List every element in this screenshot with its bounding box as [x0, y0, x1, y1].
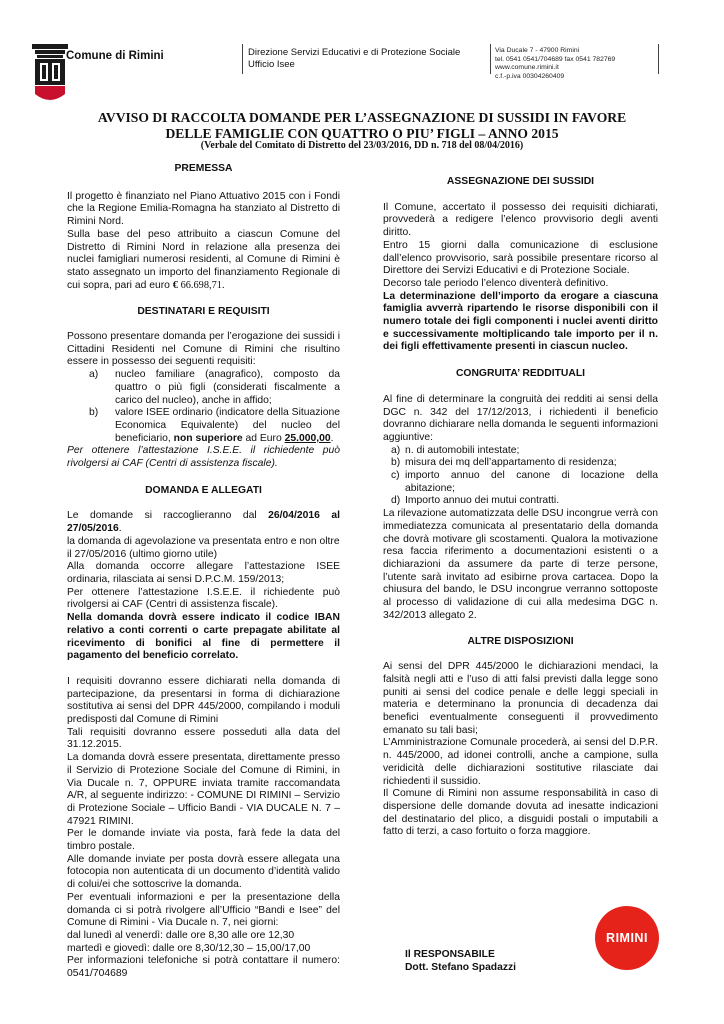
- header-department: [248, 47, 460, 71]
- paragraph: Entro 15 giorni dalla comunicazione di esclusione dall’elenco provvisorio, sarà possibile presentare ricorso al Direttore dei Servizi Educativi e di Protezione Sociale.: [383, 239, 658, 277]
- signature-block: [405, 948, 516, 974]
- page-subtitle: (Verbale del Comitato di Distretto del 23/03/2016, DD n. 718 del 08/04/2016): [200, 140, 524, 151]
- paragraph: Per eventuali informazioni e per la presentazione della domanda ci si potrà rivolgere all’Ufficio “Bandi e Isee” del Comune di Rimini - Via Ducale n. 7, nei giorni:: [67, 891, 340, 929]
- comune-name: Comune di Rimini: [66, 50, 164, 62]
- paragraph: Il Comune di Rimini non assume responsabilità in caso di dispersione delle domande dovuta ad inesatte indicazioni del destinatario del plico, a disguidi postali o imputabili a fatto di terzi, a caso fortuito o forza maggiore.: [383, 788, 658, 838]
- requirements-list: [67, 369, 340, 445]
- paragraph: Per informazioni telefoniche si potrà contattare il numero: 0541/704689: [67, 955, 340, 980]
- header-divider: [490, 44, 491, 74]
- address-vat: c.f.-p.iva 00304260409: [495, 72, 565, 80]
- paragraph: I requisiti dovranno essere dichiarati nella domanda di partecipazione, da presentarsi in forma di dichiarazione sostitutiva ai sensi del DPR 445/2000, compilando i moduli predisposti dal Comune di Rimini: [67, 675, 340, 726]
- paragraph: L’Amministrazione Comunale procederà, ai sensi del D.P.R. n. 445/2000, ad idonei controlli, anche a campione, sulla veridicità delle dichiarazioni sostitutive rilasciate dai richiedenti il sussidio.: [383, 737, 658, 787]
- title-line: DELLE FAMIGLIE CON QUATTRO O PIU’ FIGLI – ANNO 2015: [165, 126, 559, 141]
- paragraph: Possono presentare domanda per l’erogazione dei sussidi i Cittadini Residenti nel Comune di Rimini che risultino essere in possesso dei seguenti requisiti:: [67, 331, 340, 368]
- header-divider: [242, 44, 243, 74]
- paragraph: Per le domande inviate via posta, farà fede la data del timbro postale.: [67, 828, 340, 853]
- right-column: [383, 176, 658, 839]
- section-heading: ALTRE DISPOSIZIONI: [467, 635, 574, 647]
- list-item: a) n. di automobili intestate;: [391, 444, 520, 456]
- paragraph: Tali requisiti dovranno essere posseduti alla data del 31.12.2015.: [67, 726, 340, 751]
- paragraph: Il progetto è finanziato nel Piano Attuativo 2015 con i Fondi che la Regione Emilia-Romagna ha stanziato al Distretto di Rimini Nord.: [67, 190, 340, 228]
- office-name: Ufficio Isee: [248, 59, 295, 70]
- rimini-logo: RIMINI: [595, 906, 659, 970]
- section-heading: DESTINATARI E REQUISITI: [137, 306, 270, 318]
- list-item: b) valore ISEE ordinario (indicatore della Situazione Economica Equivalente) del nucleo del beneficiario, non superiore ad Euro 25.000,00.: [89, 407, 340, 444]
- paragraph: Il Comune, accertato il possesso dei requisiti dichiarati, provvederà a redigere l’elenco provvisorio degli aventi diritto.: [383, 201, 658, 239]
- header-divider: [658, 44, 659, 74]
- address-web: www.comune.rimini.it: [495, 64, 559, 72]
- address-line: Via Ducale 7 - 47900 Rimini: [495, 47, 580, 54]
- address-phone: tel. 0541 0541/704689 fax 0541 782769: [495, 55, 616, 63]
- paragraph: Le domande si raccoglieranno dal 26/04/2016 al 27/05/2016.: [67, 510, 340, 535]
- income-info-list: [383, 445, 658, 509]
- list-item: a) nucleo familiare (anagrafico), composto da quattro o più figli (considerati fiscalmente a carico del nucleo), anche in affido;: [89, 369, 340, 406]
- paragraph: La determinazione dell’importo da erogare a ciascuna famiglia avverrà ripartendo le risorse disponibili con il numero totale dei figli componenti i nuclei aventi diritto e successivamente moltiplicando tale importo per il n. dei figli effettivamente presenti in ciascun nucleo.: [383, 290, 658, 353]
- paragraph: Al fine di determinare la congruità dei redditi ai sensi della DGC n. 342 del 17/12/2013, i richiedenti il beneficio dovranno dichiarare nella domanda le seguenti informazioni aggiuntive:: [383, 393, 658, 443]
- paragraph: Nella domanda dovrà essere indicato il codice IBAN relativo a conti correnti o carte prepagate abilitate al ricevimento di bonifici al fine di permettere il pagamento del beneficio correlato.: [67, 612, 340, 662]
- section-heading: PREMESSA: [174, 163, 233, 174]
- paragraph: Decorso tale periodo l’elenco diventerà definitivo.: [383, 277, 609, 289]
- comune-emblem-icon: [32, 44, 68, 106]
- title-line: AVVISO DI RACCOLTA DOMANDE PER L’ASSEGNAZIONE DI SUSSIDI IN FAVORE: [97, 110, 627, 125]
- left-column: [67, 163, 340, 981]
- signature-role: Il RESPONSABILE: [405, 949, 495, 960]
- page-title: [40, 110, 684, 142]
- paragraph: La rilevazione automatizzata delle DSU incongrue verrà con immediatezza comunicata al presentatario della domanda che dovrà motivare gli scostamenti. Qualora la motivazione resa faccia riferimento a documentazioni esistenti o a dichiarazioni da assumere da parte di terze persone, l’utente sarà invitato ad esibirne prova cartacea. Dopo la chiusura del bando, le DSU incongrue verranno sottoposte al processo di validazione di cui alla medesima DGC n. 342/2013 allegato 2.: [383, 508, 658, 621]
- list-item: c) importo annuo del canone di locazione della abitazione;: [391, 470, 658, 494]
- section-heading: CONGRUITA’ REDDITUALI: [455, 368, 586, 380]
- paragraph: Ai sensi del DPR 445/2000 le dichiarazioni mendaci, la falsità negli atti e l’uso di atti falsi previsti dalla legge sono puniti ai sensi del codice penale e delle leggi speciali in materia e determinano la pronuncia di decadenza dai benefici eventualmente conseguenti il provvedimento emanato su tali basi;: [383, 661, 658, 736]
- section-heading: DOMANDA E ALLEGATI: [145, 484, 262, 496]
- paragraph: Per ottenere l’attestazione I.S.E.E. il richiedente può rivolgersi ai CAF (Centri di assistenza fiscale).: [67, 445, 340, 470]
- signature-name: Dott. Stefano Spadazzi: [405, 962, 516, 973]
- list-item: b) misura dei mq dell’appartamento di residenza;: [391, 457, 617, 469]
- paragraph: La domanda dovrà essere presentata, direttamente presso il Servizio di Protezione Sociale del Comune di Rimini, in Via Ducale n. 7, OPPURE inviata tramite raccomandata A/R, al seguente indirizzo: - COMUNE DI RIMINI – Servizio di Protezione Sociale – Ufficio Bandi - VIA DUCALE N. 7 – 47921 RIMINI.: [67, 752, 340, 827]
- section-heading: ASSEGNAZIONE DEI SUSSIDI: [446, 176, 595, 187]
- paragraph: Per ottenere l’attestazione I.S.E.E. il richiedente può rivolgersi ai CAF (Centri di assistenza fiscale).: [67, 586, 340, 611]
- paragraph: Alla domanda occorre allegare l’attestazione ISEE ordinaria, rilasciata ai sensi D.P.C.M. 159/2013;: [67, 561, 340, 585]
- header-address: [495, 47, 615, 81]
- paragraph: dal lunedì al venerdì: dalle ore 8,30 alle ore 12,30: [67, 929, 295, 941]
- paragraph: martedì e giovedì: dalle ore 8,30/12,30 – 15,00/17,00: [67, 942, 311, 954]
- department-name: Direzione Servizi Educativi e di Protezione Sociale: [248, 47, 461, 58]
- paragraph: Alle domande inviate per posta dovrà essere allegata una fotocopia non autenticata di un documento d’identità valido di colui/ei che sottoscrive la domanda.: [67, 853, 340, 891]
- paragraph: la domanda di agevolazione va presentata entro e non oltre il 27/05/2016 (ultimo giorno utile): [67, 535, 340, 560]
- paragraph: Sulla base del peso attribuito a ciascun Comune del Distretto di Rimini Nord in relazione alla presenza dei nuclei famigliari numerosi residenti, al Comune di Rimini è stato assegnato un importo del finanziamento Regionale di cui sopra, pari ad euro € 66.698,71.: [67, 228, 340, 291]
- list-item: d) Importo annuo dei mutui contratti.: [391, 495, 560, 507]
